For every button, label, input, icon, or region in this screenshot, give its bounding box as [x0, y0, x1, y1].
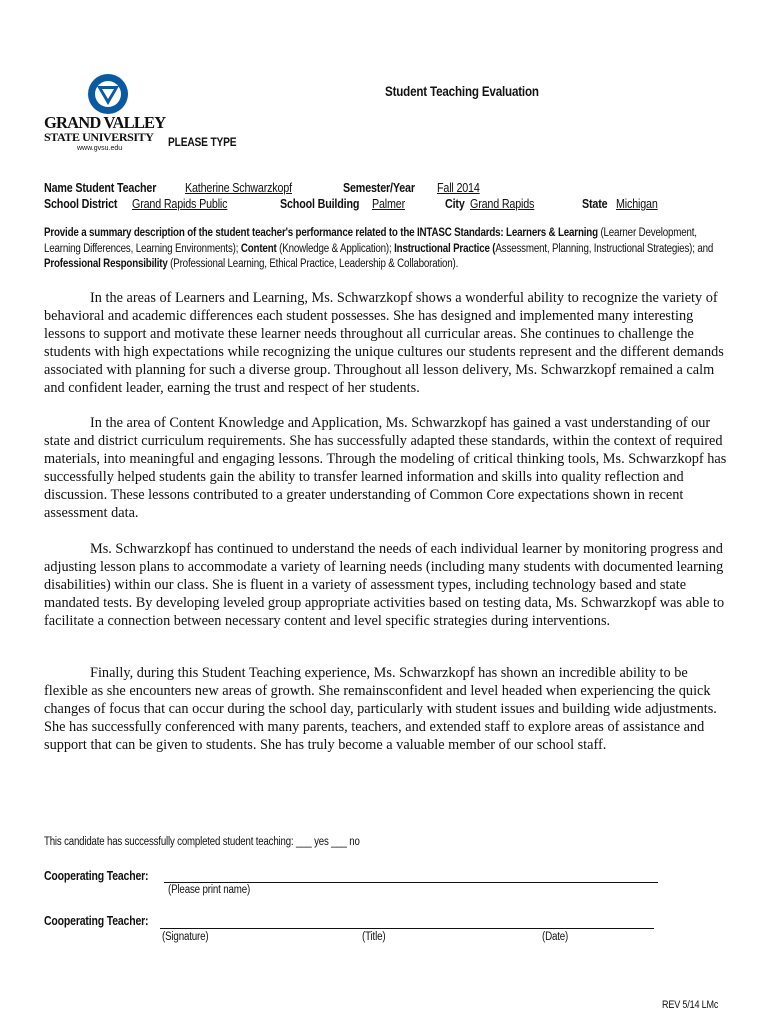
instructions-content-label: Content [240, 242, 277, 255]
instructions-part1: (Learner Development, Learning Differences, Learning Environments); [44, 227, 697, 255]
gvsu-logo [44, 72, 174, 154]
district-label: School District [44, 197, 118, 211]
date-hint: (Date) [542, 931, 569, 943]
district-value[interactable]: Grand Rapids Public [132, 197, 228, 211]
evaluation-paragraph-learners: In the areas of Learners and Learning, Ms. Schwarzkopf shows a wonderful ability to recognize the variety of behavioral and academic differences each student possesses. She has designed and implemented many interesting lessons to support and motivate these learner needs throughout all curricular areas. She continues to challenge the students with high expectations while recognizing the unique cultures our students represent and the different demands associated with planning for such a diverse group. Throughout all lesson delivery, Ms. Schwarzkopf remained a calm and confident leader, earning the trust and respect of her students. [44, 290, 724, 396]
semester-value[interactable]: Fall 2014 [437, 181, 480, 195]
evaluation-paragraph-growth: Finally, during this Student Teaching experience, Ms. Schwarzkopf has shown an incredible ability to be flexible as she encounters new areas of growth. She remainsconfident and level headed when experiencing the quick changes of focus that can occur during the school day, particularly with student issues and building wide adjustments. She has successfully conferenced with many parents, teachers, and extended staff to explore areas of assistance and support that can be given to students. She has truly become a valuable member of our school staff. [44, 665, 717, 753]
signature-hint: (Signature) [162, 931, 209, 943]
instructions-part2: (Knowledge & Application); [276, 242, 395, 255]
university-url: www.gvsu.edu [77, 145, 123, 152]
cooperating-teacher-signature-label: Cooperating Teacher: [44, 914, 149, 928]
city-label: City [445, 197, 465, 211]
title-hint: (Title) [362, 931, 386, 943]
evaluation-paragraph-content: In the area of Content Knowledge and Application, Ms. Schwarzkopf has gained a vast understanding of our state and district curriculum requirements. She has successfully adapted these standards, within the context of required materials, into meaningful and engaging lessons. Through the modeling of critical thinking tools, Ms. Schwarzkopf has successfully helped students gain the ability to transfer learned information and skills into quality reflection and discussion. These lessons contributed to a greater understanding of Common Core expectations shown in recent assessment data. [44, 415, 727, 521]
completion-statement: This candidate has successfully completed student teaching: ___ yes ___ no [44, 836, 360, 848]
print-name-hint: (Please print name) [168, 884, 251, 896]
city-value[interactable]: Grand Rapids [470, 197, 535, 211]
university-name-line2: STATE UNIVERSITY [44, 130, 154, 144]
revision-note: REV 5/14 LMc [662, 999, 719, 1011]
cooperating-teacher-name-label: Cooperating Teacher: [44, 869, 149, 883]
name-value[interactable]: Katherine Schwarzkopf [185, 181, 292, 195]
building-label: School Building [280, 197, 360, 211]
semester-label: Semester/Year [343, 181, 415, 195]
state-label: State [582, 197, 608, 211]
instructions-part4: (Professional Learning, Ethical Practice, Leadership & Collaboration). [167, 258, 459, 270]
instructions-text [44, 226, 716, 273]
instructions-practice-label: Instructional Practice ( [394, 242, 496, 255]
evaluation-paragraph-assessment: Ms. Schwarzkopf has continued to understand the needs of each individual learner by monitoring progress and adjusting lesson plans to accommodate a variety of learning needs (including many students with documented learning disabilities) within our class. She is fluent in a variety of assessment types, including technology based and state mandated tests. By developing leveled group appropriate activities based on testing data, Ms. Schwarzkopf was able to facilitate a connection between necessary content and level specific strategies during interventions. [44, 541, 725, 629]
state-value[interactable]: Michigan [616, 197, 658, 211]
instructions-part3: Assessment, Planning, Instructional Strategies); and [495, 242, 714, 255]
cooperating-teacher-name-line[interactable] [164, 882, 658, 883]
document-title: Student Teaching Evaluation [385, 84, 539, 99]
building-value[interactable]: Palmer [372, 197, 406, 211]
instructions-lead: Provide a summary description of the student teacher's performance related to the INTASC Standards: Learners & Learning [44, 227, 598, 239]
please-type-note: PLEASE TYPE [168, 135, 237, 149]
name-label: Name Student Teacher [44, 181, 157, 195]
instructions-responsibility-label: Professional Responsibility [44, 258, 168, 270]
university-name-line1: GRAND VALLEY [44, 113, 166, 132]
cooperating-teacher-signature-line[interactable] [160, 928, 654, 929]
